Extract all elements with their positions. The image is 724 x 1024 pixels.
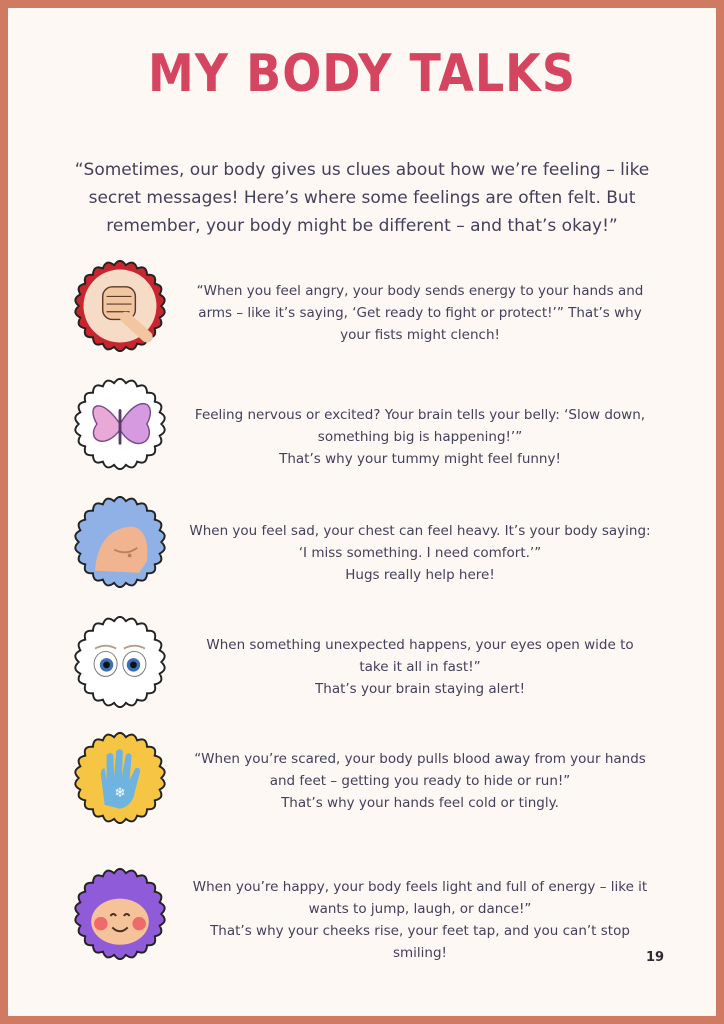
feeling-text: “When you feel angry, your body sends energy to your hands and arms – like it’s saying, ‘Get ready to fight or protect!’” That’s why your fists might clench! xyxy=(196,283,644,343)
butterfly-icon xyxy=(72,376,168,472)
feeling-row-scared xyxy=(0,720,724,830)
page-number: 19 xyxy=(646,950,665,965)
feeling-row-nervous xyxy=(0,366,724,476)
fist-icon xyxy=(72,258,168,354)
feeling-text: Feeling nervous or excited? Your brain tells your belly: ‘Slow down, something big is happening!’” That’s why your tummy might feel funny! xyxy=(194,407,646,467)
feeling-text: When you’re happy, your body feels light and full of energy – like it wants to jump, laugh, or dance!” That’s why your cheeks rise, your feet tap, and you can’t stop smiling! xyxy=(192,879,648,961)
feeling-text: When something unexpected happens, your eyes open wide to take it all in fast!” That’s your brain staying alert! xyxy=(206,637,634,697)
intro-paragraph: “Sometimes, our body gives us clues about how we’re feeling – like secret messages! Here’s where some feelings are often felt. But remember, your body might be different – and that’s okay!” xyxy=(74,160,650,236)
svg-text:❄: ❄ xyxy=(114,786,126,802)
happy-face-icon xyxy=(72,866,168,962)
scalloped-badge xyxy=(75,617,164,707)
feeling-text: When you feel sad, your chest can feel heavy. It’s your body saying: ‘I miss something. I need comfort.’” Hugs really help here! xyxy=(189,523,651,583)
feeling-text: “When you’re scared, your body pulls blood away from your hands and feet – getting you ready to hide or run!” That’s why your hands feel cold or tingly. xyxy=(194,751,646,811)
eyes-icon xyxy=(72,614,168,710)
feeling-row-happy xyxy=(0,856,724,966)
feeling-row-angry xyxy=(0,248,724,358)
feeling-row-sad xyxy=(0,484,724,594)
cold-hand-icon xyxy=(72,730,168,826)
feeling-row-surprised xyxy=(0,604,724,714)
chest-icon xyxy=(72,494,168,590)
page-title: MY BODY TALKS xyxy=(148,42,576,104)
